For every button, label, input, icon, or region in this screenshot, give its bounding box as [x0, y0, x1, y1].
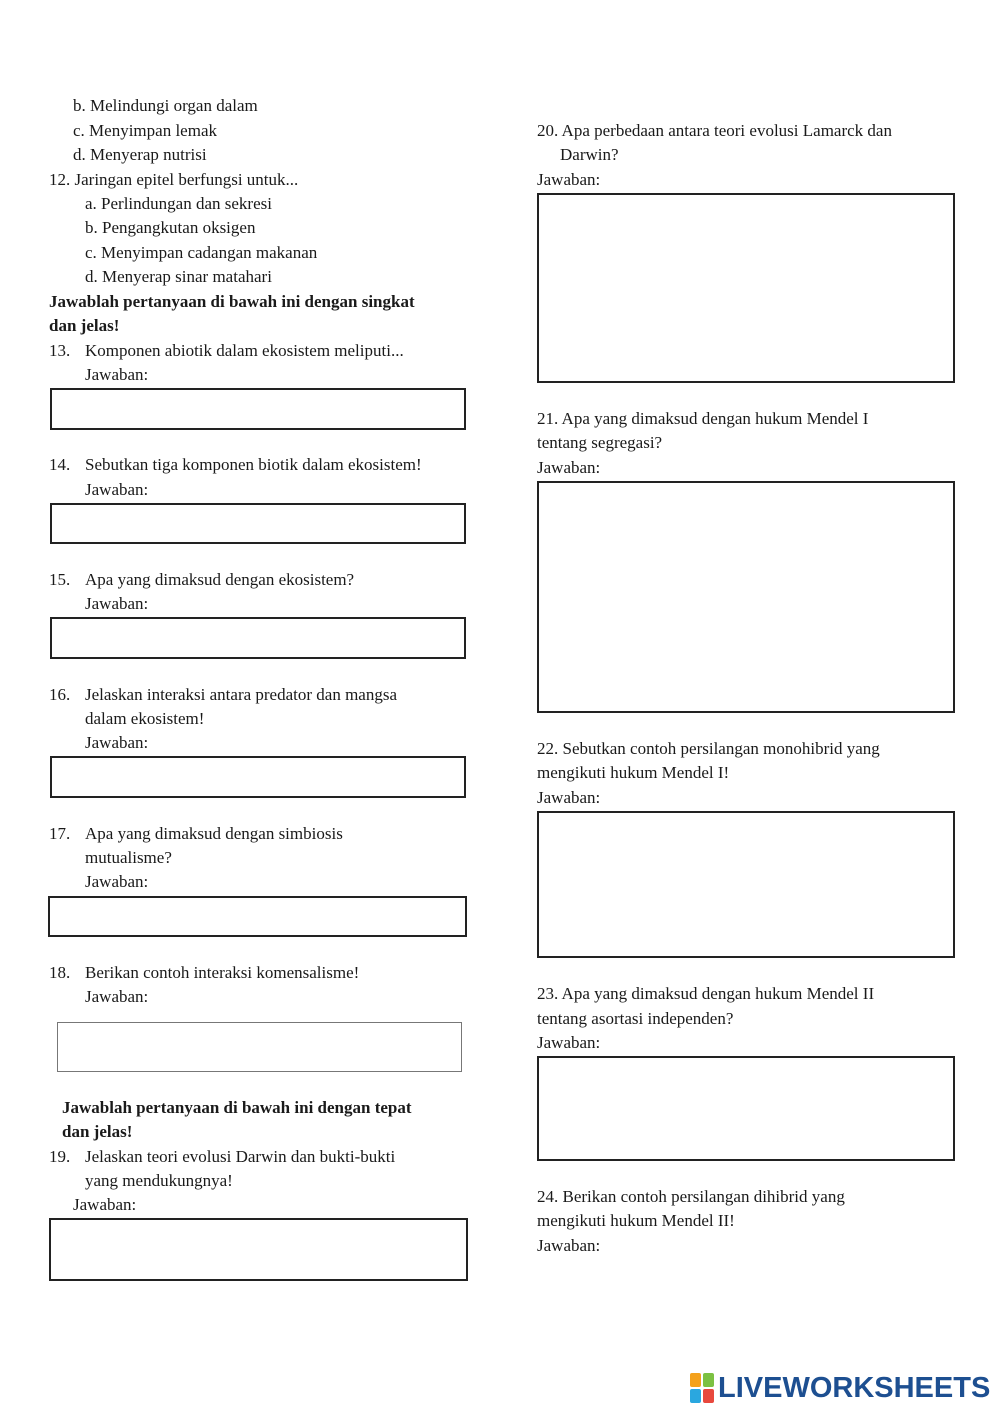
q16-text-line1: Jelaskan interaksi antara predator dan mangsa: [85, 685, 398, 704]
q19-answer-label: Jawaban:: [73, 1195, 137, 1214]
q23-answer-box[interactable]: [537, 1056, 955, 1161]
q24-text-line1: 24. Berikan contoh persilangan dihibrid yang: [537, 1187, 845, 1206]
section2-instruction-line1: Jawablah pertanyaan di bawah ini dengan tepat: [62, 1098, 412, 1117]
q16-number: 16.: [49, 685, 71, 704]
q11-option-d: d. Menyerap nutrisi: [73, 145, 207, 164]
q16-answer-input[interactable]: [52, 758, 464, 796]
q19-answer-box[interactable]: [49, 1218, 468, 1281]
q15-number: 15.: [49, 570, 71, 589]
q22-answer-label: Jawaban:: [537, 788, 601, 807]
q24-answer-label: Jawaban:: [537, 1236, 601, 1255]
q20-answer-box[interactable]: [537, 193, 955, 383]
q15-answer-label: Jawaban:: [85, 594, 149, 613]
q12-option-a: a. Perlindungan dan sekresi: [85, 194, 272, 213]
q18-answer-label: Jawaban:: [85, 987, 149, 1006]
q17-text-line2: mutualisme?: [85, 848, 172, 867]
q13-answer-box[interactable]: [50, 388, 466, 430]
q17-number: 17.: [49, 824, 71, 843]
q23-text-line2: tentang asortasi independen?: [537, 1009, 734, 1028]
liveworksheets-logo[interactable]: [690, 1370, 990, 1406]
q19-text-line1: Jelaskan teori evolusi Darwin dan bukti-bukti: [85, 1147, 396, 1166]
q14-number: 14.: [49, 455, 71, 474]
q22-text-line2: mengikuti hukum Mendel I!: [537, 763, 730, 782]
q12-option-d: d. Menyerap sinar matahari: [85, 267, 272, 286]
q23-answer-label: Jawaban:: [537, 1033, 601, 1052]
q23-answer-input[interactable]: [539, 1058, 953, 1159]
q23-text-line1: 23. Apa yang dimaksud dengan hukum Mendel II: [537, 984, 875, 1003]
q14-text: Sebutkan tiga komponen biotik dalam ekosistem!: [85, 455, 422, 474]
q20-answer-label: Jawaban:: [537, 170, 601, 189]
q15-answer-input[interactable]: [52, 619, 464, 657]
q13-answer-label: Jawaban:: [85, 365, 149, 384]
q13-number: 13.: [49, 341, 71, 360]
section1-instruction-line2: dan jelas!: [49, 316, 120, 335]
liveworksheets-logo-icon: [690, 1373, 714, 1403]
q17-answer-box[interactable]: [48, 896, 467, 937]
q14-answer-label: Jawaban:: [85, 480, 149, 499]
q20-text-line2: Darwin?: [560, 145, 619, 164]
q18-text: Berikan contoh interaksi komensalisme!: [85, 963, 360, 982]
liveworksheets-brand-text: LIVEWORKSHEETS: [718, 1371, 991, 1404]
q21-answer-label: Jawaban:: [537, 458, 601, 477]
q11-option-c: c. Menyimpan lemak: [73, 121, 217, 140]
q21-text-line1: 21. Apa yang dimaksud dengan hukum Mendel I: [537, 409, 869, 428]
q13-answer-input[interactable]: [52, 390, 464, 428]
q12-option-b: b. Pengangkutan oksigen: [85, 218, 256, 237]
q21-text-line2: tentang segregasi?: [537, 433, 663, 452]
q13-text: Komponen abiotik dalam ekosistem meliputi...: [85, 341, 404, 360]
q18-answer-box[interactable]: [57, 1022, 462, 1072]
q17-text-line1: Apa yang dimaksud dengan simbiosis: [85, 824, 343, 843]
q22-answer-box[interactable]: [537, 811, 955, 958]
q21-answer-input[interactable]: [539, 483, 953, 711]
q19-answer-input[interactable]: [51, 1220, 466, 1279]
q14-answer-box[interactable]: [50, 503, 466, 544]
q24-text-line2: mengikuti hukum Mendel II!: [537, 1211, 735, 1230]
section1-instruction-line1: Jawablah pertanyaan di bawah ini dengan singkat: [49, 292, 415, 311]
q16-answer-box[interactable]: [50, 756, 466, 798]
q11-option-b: b. Melindungi organ dalam: [73, 96, 258, 115]
q15-text: Apa yang dimaksud dengan ekosistem?: [85, 570, 355, 589]
q18-answer-input[interactable]: [58, 1023, 461, 1071]
q12-option-c: c. Menyimpan cadangan makanan: [85, 243, 318, 262]
q20-answer-input[interactable]: [539, 195, 953, 381]
q15-answer-box[interactable]: [50, 617, 466, 659]
q17-answer-label: Jawaban:: [85, 872, 149, 891]
q19-number: 19.: [49, 1147, 71, 1166]
q12-text: 12. Jaringan epitel berfungsi untuk...: [49, 170, 299, 189]
q14-answer-input[interactable]: [52, 505, 464, 542]
q20-text-line1: 20. Apa perbedaan antara teori evolusi Lamarck dan: [537, 121, 892, 140]
q18-number: 18.: [49, 963, 71, 982]
q16-text-line2: dalam ekosistem!: [85, 709, 205, 728]
q21-answer-box[interactable]: [537, 481, 955, 713]
q22-text-line1: 22. Sebutkan contoh persilangan monohibrid yang: [537, 739, 880, 758]
q19-text-line2: yang mendukungnya!: [85, 1171, 233, 1190]
section2-instruction-line2: dan jelas!: [62, 1122, 133, 1141]
q22-answer-input[interactable]: [539, 813, 953, 956]
q16-answer-label: Jawaban:: [85, 733, 149, 752]
q17-answer-input[interactable]: [50, 898, 465, 935]
